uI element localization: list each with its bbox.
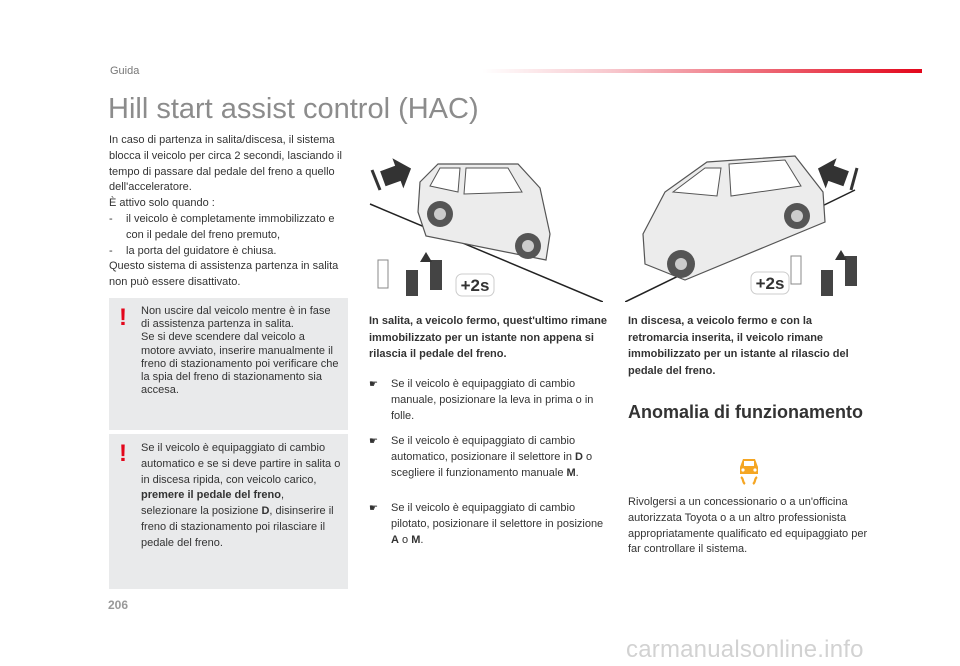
list-item-text bbox=[391, 434, 605, 481]
list-item-text bbox=[391, 501, 605, 548]
intro-note: Questo sistema di assistenza partenza in salita non può essere disattivato. bbox=[109, 260, 339, 289]
watermark: carmanualsonline.info bbox=[626, 636, 864, 663]
page-title: Hill start assist control (HAC) bbox=[108, 93, 479, 125]
dash-mark: - bbox=[109, 212, 113, 225]
condition-text: la porta del guidatore è chiusa. bbox=[126, 244, 277, 257]
warning-text-bold: premere il pedale del freno bbox=[141, 489, 281, 502]
downhill-caption: In discesa, a veicolo fermo e con la retromarcia inserita, il veicolo rimane immobilizzato per un istante al rilascio del pedale del freno. bbox=[628, 315, 849, 377]
pointing-hand-icon: ☛ bbox=[369, 436, 378, 447]
uphill-caption: In salita, a veicolo fermo, quest'ultimo rimane immobilizzato per un istante non appena si rilascia il pedale del freno. bbox=[369, 315, 607, 360]
warning-text-part: , selezionare la posizione bbox=[141, 489, 285, 518]
header-rule bbox=[482, 69, 922, 73]
warning-text-part: Se il veicolo è equipaggiato di cambio automatico e se si deve partire in salita o in discesa ripida, con veicolo carico, bbox=[141, 442, 341, 486]
warning-text bbox=[141, 441, 341, 552]
list-item bbox=[369, 501, 605, 548]
list-item bbox=[369, 377, 605, 424]
malfunction-text: Rivolgersi a un concessionario o a un'officina autorizzata Toyota o a un altro professionista appropriatamente qualificato ed equipaggiato per far controllare il sistema. bbox=[628, 496, 868, 556]
text-part: o scegliere il funzionamento manuale bbox=[391, 450, 593, 479]
section-label: Guida bbox=[110, 65, 140, 77]
warning-box-automatic-gearbox bbox=[109, 434, 348, 589]
uphill-van-illustration bbox=[368, 152, 603, 302]
text-bold: D bbox=[575, 450, 583, 463]
text-part: . bbox=[575, 466, 579, 479]
text-bold: A bbox=[391, 533, 399, 546]
warning-icon: ! bbox=[119, 304, 127, 331]
pedals-icon bbox=[791, 250, 857, 296]
warning-box-exit-vehicle bbox=[109, 298, 348, 430]
condition-item bbox=[109, 244, 354, 260]
van-icon bbox=[643, 156, 825, 280]
text-part: Se il veicolo è equipaggiato di cambio pilotato, posizionare il selettore in posizione bbox=[391, 502, 604, 530]
list-item bbox=[369, 434, 605, 481]
text-bold: M bbox=[411, 533, 421, 546]
skid-warning-icon bbox=[732, 453, 766, 487]
van-icon bbox=[418, 164, 550, 260]
pedals-icon bbox=[378, 252, 442, 296]
dash-mark: - bbox=[109, 244, 113, 257]
intro-paragraph: In caso di partenza in salita/discesa, il sistema blocca il veicolo per circa 2 secondi, lasciando il tempo di passare dal pedale del freno a quello dell'acceleratore. bbox=[109, 134, 342, 194]
push-arrow-icon bbox=[372, 153, 417, 193]
text-bold: M bbox=[566, 466, 576, 479]
warning-text-bold: D bbox=[261, 505, 270, 518]
condition-text: il veicolo è completamente immobilizzato e con il pedale del freno premuto, bbox=[126, 212, 335, 241]
downhill-van-illustration bbox=[625, 152, 862, 302]
page-number: 206 bbox=[108, 598, 129, 612]
intro-text bbox=[109, 133, 354, 291]
condition-item bbox=[109, 212, 354, 244]
list-item-text: Se il veicolo è equipaggiato di cambio manuale, posizionare la leva in prima o in folle. bbox=[391, 378, 594, 422]
intro-condition-heading: È attivo solo quando : bbox=[109, 197, 215, 210]
pointing-hand-icon: ☛ bbox=[369, 379, 378, 390]
timer-badge: +2s bbox=[755, 274, 785, 293]
text-part: Se il veicolo è equipaggiato di cambio automatico, posizionare il selettore in bbox=[391, 435, 576, 463]
warning-text: Non uscire dal veicolo mentre è in fase di assistenza partenza in salita. Se si deve scendere dal veicolo a motore avviato, inserire manualmente il freno di stazionamento poi verificare che la spia del freno di stazionamento sia accesa. bbox=[141, 305, 339, 397]
text-part: o bbox=[398, 533, 412, 546]
warning-text-part: , disinserire il freno di stazionamento poi rilasciare il pedale del freno. bbox=[141, 505, 334, 549]
pointing-hand-icon: ☛ bbox=[369, 503, 378, 514]
text-part: . bbox=[420, 533, 424, 546]
malfunction-heading: Anomalia di funzionamento bbox=[628, 402, 864, 422]
timer-badge: +2s bbox=[460, 276, 490, 295]
warning-icon: ! bbox=[119, 440, 127, 467]
